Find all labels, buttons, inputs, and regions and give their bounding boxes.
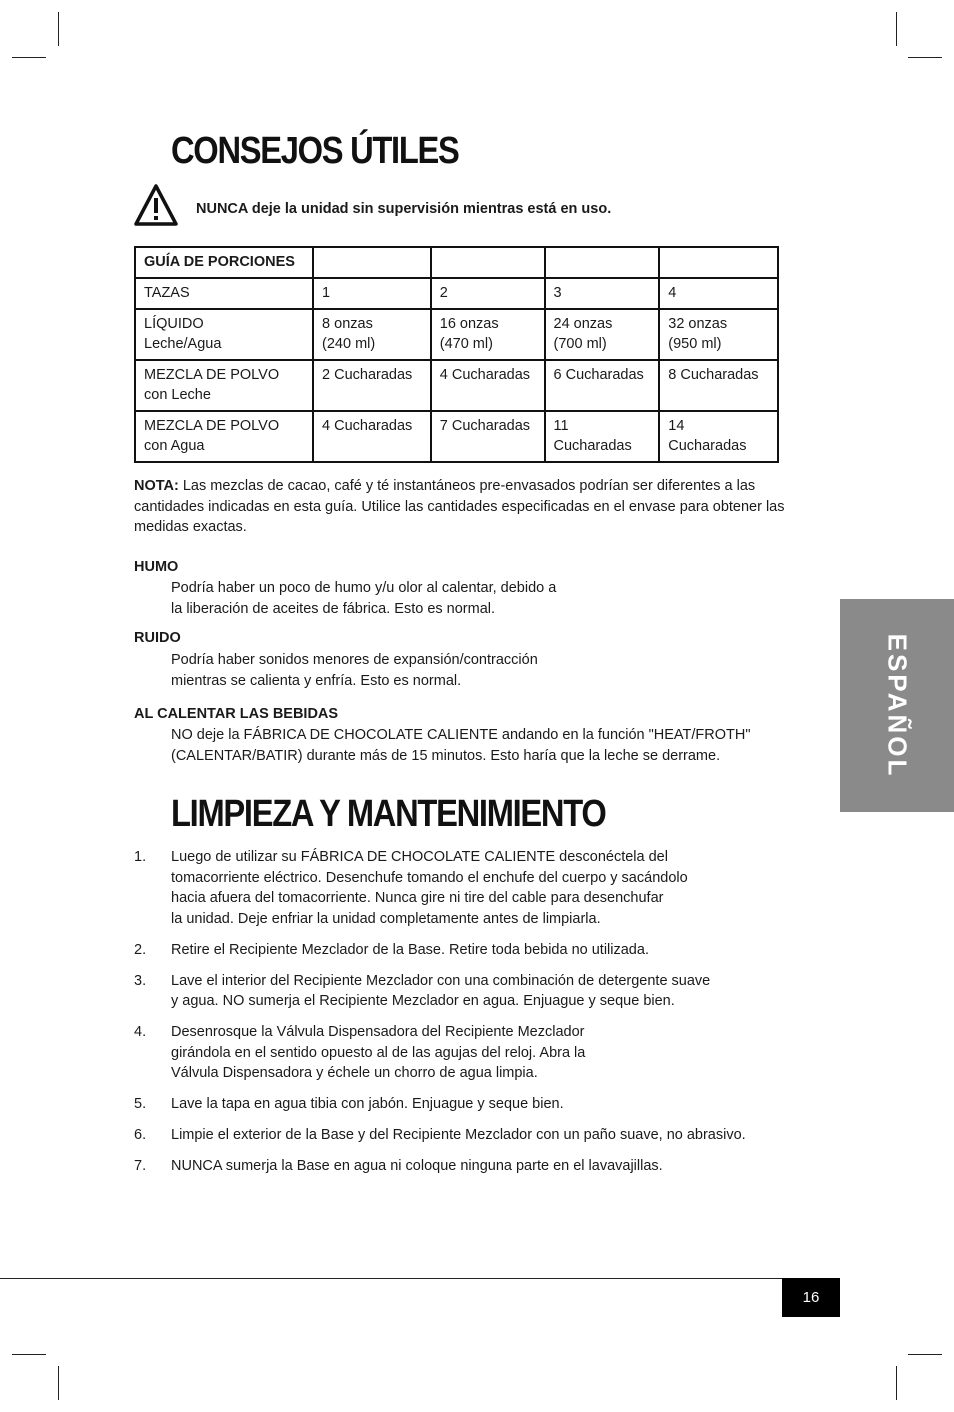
- humo-body: Podría haber un poco de humo y/u olor al calentar, debido a la liberación de aceites de fábrica. Esto es normal.: [171, 580, 557, 617]
- cleaning-steps-list: [134, 847, 814, 1187]
- crop-mark: [896, 1366, 897, 1400]
- table-cell: MEZCLA DE POLVO con Agua: [135, 411, 313, 462]
- heading-humo: HUMO: [134, 559, 179, 575]
- list-item: 2. Retire el Recipiente Mezclador de la Base. Retire toda bebida no utilizada.: [134, 941, 649, 958]
- crop-mark: [908, 57, 942, 58]
- table-cell: 8 onzas (240 ml): [313, 309, 431, 360]
- table-cell: 1: [313, 278, 431, 309]
- table-cell: MEZCLA DE POLVO con Leche: [135, 360, 313, 411]
- table-header-cell: [545, 247, 660, 278]
- table-cell: 14 Cucharadas: [659, 411, 778, 462]
- table-header-cell: GUÍA DE PORCIONES: [135, 247, 313, 278]
- table-cell: LÍQUIDO Leche/Agua: [135, 309, 313, 360]
- table-row: [135, 309, 778, 360]
- list-item: 7. NUNCA sumerja la Base en agua ni coloque ninguna parte en el lavavajillas.: [134, 1158, 663, 1174]
- crop-mark: [12, 1354, 46, 1355]
- table-cell: TAZAS: [135, 278, 313, 309]
- note-paragraph: [134, 476, 789, 538]
- table-row: [135, 360, 778, 411]
- crop-mark: [908, 1354, 942, 1355]
- language-tab-label: ESPAÑOL: [882, 633, 913, 778]
- table-cell: 6 Cucharadas: [545, 360, 660, 411]
- table-header-cell: [313, 247, 431, 278]
- crop-mark: [896, 12, 897, 46]
- list-item: 6. Limpie el exterior de la Base y del Recipiente Mezclador con un paño suave, no abrasivo.: [134, 1127, 746, 1143]
- warning-text: NUNCA deje la unidad sin supervisión mientras está en uso.: [196, 201, 612, 217]
- section-title-limpieza: LIMPIEZA Y MANTENIMIENTO: [171, 793, 606, 835]
- note-text: Las mezclas de cacao, café y té instantáneos pre-envasados podrían ser diferentes a las cantidades indicadas en esta guía. Utilice las cantidades especificadas en el envase para obtener las medidas exactas.: [134, 478, 785, 535]
- table-cell: 7 Cucharadas: [431, 411, 545, 462]
- list-item: 5. Lave la tapa en agua tibia con jabón. Enjuague y seque bien.: [134, 1096, 564, 1112]
- crop-mark: [12, 57, 46, 58]
- table-cell: 3: [545, 278, 660, 309]
- table-cell: 24 onzas (700 ml): [545, 309, 660, 360]
- crop-mark: [58, 12, 59, 46]
- table-row: [135, 411, 778, 462]
- heading-ruido: RUIDO: [134, 630, 181, 646]
- calentar-body: NO deje la FÁBRICA DE CHOCOLATE CALIENTE andando en la función "HEAT/FROTH" (CALENTAR/BATIR) durante más de 15 minutos. Esto haría que la leche se derrame.: [171, 727, 751, 764]
- section-title-consejos: CONSEJOS ÚTILES: [171, 130, 459, 172]
- table-header-cell: [659, 247, 778, 278]
- heading-al-calentar: AL CALENTAR LAS BEBIDAS: [134, 706, 339, 722]
- table-cell: 16 onzas (470 ml): [431, 309, 545, 360]
- list-item: 4. Desenrosque la Válvula Dispensadora del Recipiente Mezclador girándola en el sentido opuesto al de las agujas del reloj. Abra la Válvula Dispensadora y échele un chorro de agua limpia.: [134, 1024, 586, 1081]
- footer-rule: [0, 1278, 782, 1279]
- table-row: [135, 278, 778, 309]
- table-cell: 11 Cucharadas: [545, 411, 660, 462]
- language-side-tab: [840, 599, 954, 812]
- page-number: 16: [782, 1278, 840, 1317]
- crop-mark: [58, 1366, 59, 1400]
- table-cell: 4 Cucharadas: [313, 411, 431, 462]
- list-item: 1. Luego de utilizar su FÁBRICA DE CHOCOLATE CALIENTE desconéctela del tomacorriente eléctrico. Desenchufe tomando el enchufe del cuerpo y sacándolo hacia afuera del tomacorriente. Nunca gire ni tire del cable para desenchufar la unidad. Deje enfriar la unidad completamente antes de limpiarla.: [134, 849, 688, 927]
- note-label: NOTA:: [134, 478, 179, 494]
- serving-guide-table: [134, 246, 779, 463]
- table-cell: 4 Cucharadas: [431, 360, 545, 411]
- table-cell: 32 onzas (950 ml): [659, 309, 778, 360]
- warning-triangle-icon: [134, 183, 178, 227]
- table-cell: 2: [431, 278, 545, 309]
- list-item: 3. Lave el interior del Recipiente Mezclador con una combinación de detergente suave y agua. NO sumerja el Recipiente Mezclador en agua. Enjuague y seque bien.: [134, 972, 711, 1009]
- table-cell: 4: [659, 278, 778, 309]
- table-cell: 8 Cucharadas: [659, 360, 778, 411]
- table-cell: 2 Cucharadas: [313, 360, 431, 411]
- table-header-cell: [431, 247, 545, 278]
- table-header-row: [135, 247, 778, 278]
- ruido-body: Podría haber sonidos menores de expansión/contracción mientras se calienta y enfría. Esto es normal.: [171, 652, 538, 689]
